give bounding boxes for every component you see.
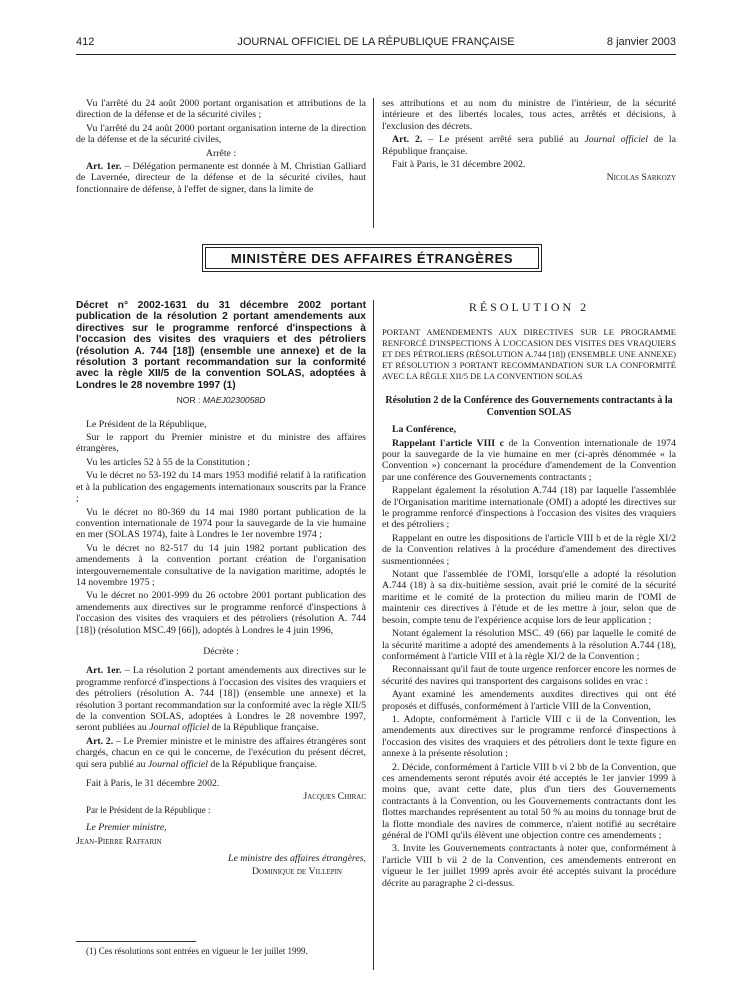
art2-text-a: – Le présent arrêté sera publié au bbox=[422, 134, 585, 146]
pm-name: Jean-Pierre Raffarin bbox=[76, 835, 162, 847]
decree-art2-journal: Journal officiel bbox=[147, 758, 208, 770]
resolution-title: RÉSOLUTION 2 bbox=[468, 300, 590, 314]
decree-art1-text: – La résolution 2 portant amendements aux directives sur le programme renforcé d'inspections à l'occasion des visites des vraquiers et des pétroliers (résolution A. 744 [18]) (ensemble une annexe) et la résolution 3 portant recommandation sur la conformité avec la règle XII/5 de la convention SOLAS, adoptées à Londres le 28 novembre 1997, seront publiées au bbox=[76, 665, 366, 734]
decree-art1 bbox=[76, 665, 366, 733]
decree-p5: Vu le décret no 80-369 du 14 mai 1980 portant publication de la convention internationale de 1974 pour la sauvegarde de la vie humaine en mer (SOLAS 1974), faite à Londres le 1er novembre 1974 ; bbox=[76, 506, 366, 541]
top-left-p2: Vu l'arrêté du 24 août 2000 portant organisation interne de la direction de la défense et de la sécurité civiles, bbox=[76, 122, 366, 146]
decree-art2-text: – Le Premier ministre et le ministre des affaires étrangères sont chargés, chacun en ce qui le concerne, de l'exécution du présent décret, qui sera publié au bbox=[76, 735, 366, 770]
par-president: Par le Président de la République : bbox=[86, 804, 211, 815]
decree-art1-label: Art. 1er. bbox=[86, 665, 122, 677]
header-rule bbox=[76, 54, 676, 55]
art1-text: – Délégation permanente est donnée à M. Christian Galliard de Lavernée, directeur de la défense et de la sécurité civiles, haut fonctionnaire de défense, à l'effet de signer, dans la limite de bbox=[76, 161, 366, 195]
decree-p3: Vu les articles 52 à 55 de la Constitution ; bbox=[86, 456, 251, 468]
art2-journal: Journal officiel bbox=[584, 134, 648, 146]
decrete-label: Décrète : bbox=[203, 645, 239, 657]
resolution-column bbox=[382, 302, 676, 891]
nor-reference bbox=[76, 395, 366, 406]
resolution-p10: 3. Invite les Gouvernements contractants à noter que, conformément à l'article VIII b vii 2 de la Convention, ces amendements entreront en vigueur le 1er juillet 1999 après avoir été acceptés suivant la procédure décrite au paragraphe 2 ci-dessus. bbox=[382, 843, 676, 889]
resolution-p8: 1. Adopte, conformément à l'article VIII c ii de la Convention, les amendements aux directives sur le programme renforcé d'inspections à l'occasion des visites des vraquiers et des pétroliers dont le texte figure en annexe à la présente résolution ; bbox=[382, 713, 676, 760]
decree-column bbox=[76, 300, 366, 880]
pm-title: Le Premier ministre, bbox=[86, 822, 167, 834]
rappelant-label: Rappelant l'article VIII c bbox=[392, 437, 504, 449]
journal-title: JOURNAL OFFICIEL DE LA RÉPUBLIQUE FRANÇAISE bbox=[237, 36, 515, 48]
decree-fait: Fait à Paris, le 31 décembre 2002. bbox=[86, 778, 220, 790]
decree-p4: Vu le décret no 53-192 du 14 mars 1953 modifié relatif à la ratification et à la publication des engagements internationaux souscrits par la France ; bbox=[76, 470, 366, 505]
decree-art2-label: Art. 2. bbox=[86, 735, 114, 747]
resolution-p3: Rappelant en outre les dispositions de l'article VIII b et de la règle XI/2 de la Convention relatives à la procédure d'amendement des directives susmentionnées ; bbox=[382, 532, 676, 567]
decree-p6: Vu le décret no 82-517 du 14 juin 1982 portant publication des amendements à la convention portant création de l'organisation intergouvernementale consultative de la navigation maritime, adoptés le 14 novembre 1975 ; bbox=[76, 542, 366, 588]
resolution-subtitle: PORTANT AMENDEMENTS AUX DIRECTIVES SUR LE PROGRAMME RENFORCÉ D'INSPECTIONS À L'OCCASION DES VISITES DES VRAQUIERS ET DES PÉTROLIERS (RÉSOLUTION A.744 [18]) (ENSEMBLE UNE ANNEXE) ET RÉSOLUTION 3 PORTANT RECOMMANDATION SUR LA CONFORMITÉ AVEC LA RÈGLE XII/5 DE LA CONVENTION SOLAS bbox=[382, 327, 676, 381]
nor-label: NOR : bbox=[176, 395, 203, 406]
decree-p1: Le Président de la République, bbox=[86, 418, 207, 430]
top-column-divider bbox=[373, 98, 374, 228]
bottom-column-divider bbox=[373, 300, 374, 970]
resolution-heading: Résolution 2 de la Conférence des Gouvernements contractants à la Convention SOLAS bbox=[385, 395, 673, 418]
top-right-p1: ses attributions et au nom du ministre de l'intérieur, de la sécurité intérieure et des libertés locales, tous actes, arrêtés et décisions, à l'exclusion des décrets. bbox=[382, 98, 676, 132]
resolution-p6: Reconnaissant qu'il faut de toute urgence renforcer encore les normes de sécurité des navires qui transportent des cargaisons solides en vrac : bbox=[382, 664, 676, 687]
mae-name: Dominique de Villepin bbox=[251, 866, 342, 878]
resolution-p9: 2. Décide, conformément à l'article VIII b vi 2 bb de la Convention, que ces amendements seront réputés avoir été acceptés le 1er janvier 1999 à moins que, avant cette date, plus d'un tiers des Gouvernements contractants à la Convention, ou les Gouvernements contractants dont les flottes marchandes représentent au total 50 % au moins du tonnage brut de la flotte mondiale des navires de commerce, n'aient notifié au secrétaire général de l'OMI qu'ils élèvent une objection contre ces amendements ; bbox=[382, 761, 676, 842]
ministry-title: MINISTÈRE DES AFFAIRES ÉTRANGÈRES bbox=[205, 247, 539, 269]
art2-label: Art. 2. bbox=[392, 134, 423, 146]
footnote-rule bbox=[76, 941, 196, 942]
mae-title: Le ministre des affaires étrangères, bbox=[228, 853, 366, 865]
art2-text-b: de la République française. bbox=[382, 134, 676, 157]
art1-label: Art. 1er. bbox=[86, 161, 122, 173]
top-right-fait: Fait à Paris, le 31 décembre 2002. bbox=[392, 159, 526, 171]
top-left-p1: Vu l'arrêté du 24 août 2000 portant organisation et attributions de la direction de la défense et de la sécurité civiles ; bbox=[76, 98, 366, 121]
top-right-column bbox=[382, 98, 676, 186]
resolution-p1 bbox=[382, 438, 676, 484]
conference-label: La Conférence, bbox=[392, 424, 457, 436]
decree-p7: Vu le décret no 2001-999 du 26 octobre 2001 portant publication des amendements aux directives sur le programme renforcé d'inspections à l'occasion des visites des vraquiers et des pétroliers (résolution A. 744 [18]) (résolution MSC.49 [66]), adoptés à Londres le 4 juin 1996, bbox=[76, 590, 366, 636]
resolution-p5: Notant également la résolution MSC. 49 (66) par laquelle le comité de la sécurité maritime a adopté des amendements à la résolution A.744 (18), conformément à l'article VIII et à la règle XI/2 de la Convention ; bbox=[382, 628, 676, 662]
resolution-p4: Notant que l'assemblée de l'OMI, lorsqu'elle a adopté la résolution A.744 (18) à sa dix-huitième session, avait prié le comité de la sécurité maritime et le comité de la protection du milieu marin de l'OMI de maintenir ces directives à l'étude et de les mettre à jour, selon que de besoin, compte tenu de l'expérience acquise lors de leur application ; bbox=[382, 569, 676, 626]
signature-chirac: Jacques Chirac bbox=[303, 791, 366, 803]
footnote: (1) Ces résolutions sont entrées en vigueur le 1er juillet 1999. bbox=[86, 946, 308, 956]
decree-p2: Sur le rapport du Premier ministre et du ministre des affaires étrangères, bbox=[76, 432, 366, 455]
resolution-p2: Rappelant également la résolution A.744 (18) par laquelle l'assemblée de l'Organisation maritime internationale (OMI) a adopté les directives sur le programme renforcé d'inspections à l'occasion des visites des vraquiers et des pétroliers ; bbox=[382, 485, 676, 531]
page-number: 412 bbox=[76, 36, 95, 48]
top-left-column bbox=[76, 98, 366, 197]
signature-sarkozy: Nicolas Sarkozy bbox=[606, 172, 676, 184]
decree-art1-journal: Journal officiel bbox=[149, 722, 210, 734]
decree-art2 bbox=[76, 736, 366, 770]
top-left-art1 bbox=[76, 161, 366, 195]
decree-title: Décret n° 2002-1631 du 31 décembre 2002 portant publication de la résolution 2 portant amendements aux directives sur le programme renforcé d'inspections à l'occasion des visites des vraquiers et des pétroliers (résolution A. 744 [18]) (ensemble une annexe) et de la résolution 3 portant recommandation sur la conformité avec la règle XII/5 de la convention SOLAS, adoptées à Londres le 28 novembre 1997 (1) bbox=[76, 300, 366, 391]
decree-art1-end: de la République française. bbox=[209, 722, 319, 734]
resolution-p7: Ayant examiné les amendements auxdites directives qui ont été proposés et diffusés, conformément à l'article VIII de la Convention, bbox=[382, 689, 676, 712]
ministry-banner bbox=[202, 244, 542, 272]
rappelant-text: de la Convention internationale de 1974 pour la sauvegarde de la vie humaine en mer (ci-après dénommée « la Convention ») concernant la procédure d'amendement de la Convention par une conférence des Gouvernements contractants ; bbox=[382, 437, 676, 483]
arrete-label: Arrête : bbox=[205, 147, 237, 159]
page-date: 8 janvier 2003 bbox=[606, 36, 676, 48]
decree-art2-end: de la République française. bbox=[207, 758, 318, 770]
nor-code: MAEJ0230058D bbox=[202, 395, 266, 406]
top-right-art2 bbox=[382, 134, 676, 157]
